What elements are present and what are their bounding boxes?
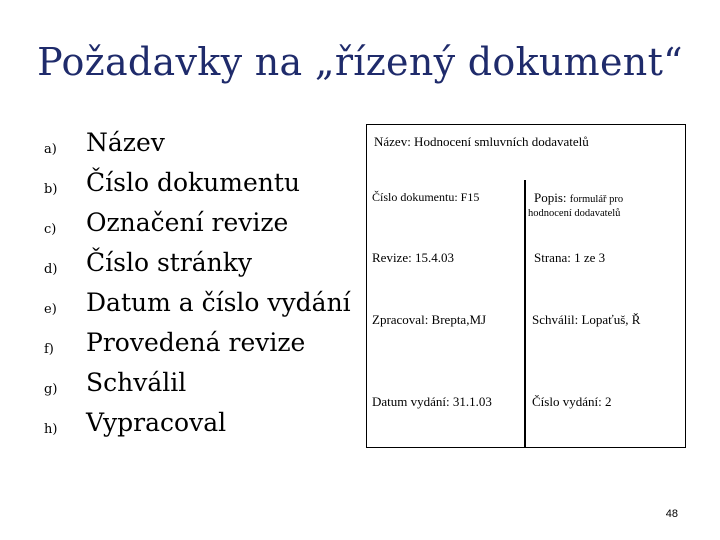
list-marker: a) bbox=[44, 142, 57, 157]
cislo-dokumentu-cell: Číslo dokumentu: F15 bbox=[372, 190, 480, 204]
popis-value-line2: hodnocení dodavatelů bbox=[528, 208, 621, 219]
popis-label: Popis: bbox=[534, 190, 567, 205]
table-divider bbox=[524, 180, 526, 448]
schvalil-cell: Schválil: Lopaťuš, Ř bbox=[532, 312, 641, 327]
list-item-text: Číslo stránky bbox=[86, 248, 253, 277]
list-item-text: Provedená revize bbox=[86, 328, 306, 357]
nazev-cell: Název: Hodnocení smluvních dodavatelů bbox=[374, 134, 589, 149]
list-item-text: Název bbox=[86, 128, 165, 157]
page-number: 48 bbox=[665, 508, 678, 520]
datum-vydani-cell: Datum vydání: 31.1.03 bbox=[372, 394, 492, 409]
zpracoval-cell: Zpracoval: Brepta,MJ bbox=[372, 312, 487, 327]
cislo-vydani-cell: Číslo vydání: 2 bbox=[532, 394, 612, 409]
list-item-text: Vypracoval bbox=[86, 408, 227, 437]
list-item-text: Označení revize bbox=[86, 208, 289, 237]
list-item-text: Číslo dokumentu bbox=[86, 168, 301, 197]
list-marker: h) bbox=[44, 422, 58, 437]
list-marker: e) bbox=[44, 302, 57, 317]
revize-cell: Revize: 15.4.03 bbox=[372, 250, 454, 265]
popis-cell bbox=[534, 190, 623, 206]
strana-cell: Strana: 1 ze 3 bbox=[534, 250, 606, 265]
list-marker: b) bbox=[44, 182, 58, 197]
list-marker: d) bbox=[44, 262, 58, 277]
document-header-table bbox=[366, 124, 686, 448]
popis-value-line1: formulář pro bbox=[569, 194, 624, 205]
list-item-text: Schválil bbox=[86, 368, 187, 397]
list-marker: c) bbox=[44, 222, 57, 237]
list-marker: g) bbox=[44, 382, 58, 397]
page-title: Požadavky na „řízený dokument“ bbox=[37, 40, 683, 84]
list-item-text: Datum a číslo vydání bbox=[86, 288, 351, 317]
list-marker: f) bbox=[44, 342, 54, 357]
